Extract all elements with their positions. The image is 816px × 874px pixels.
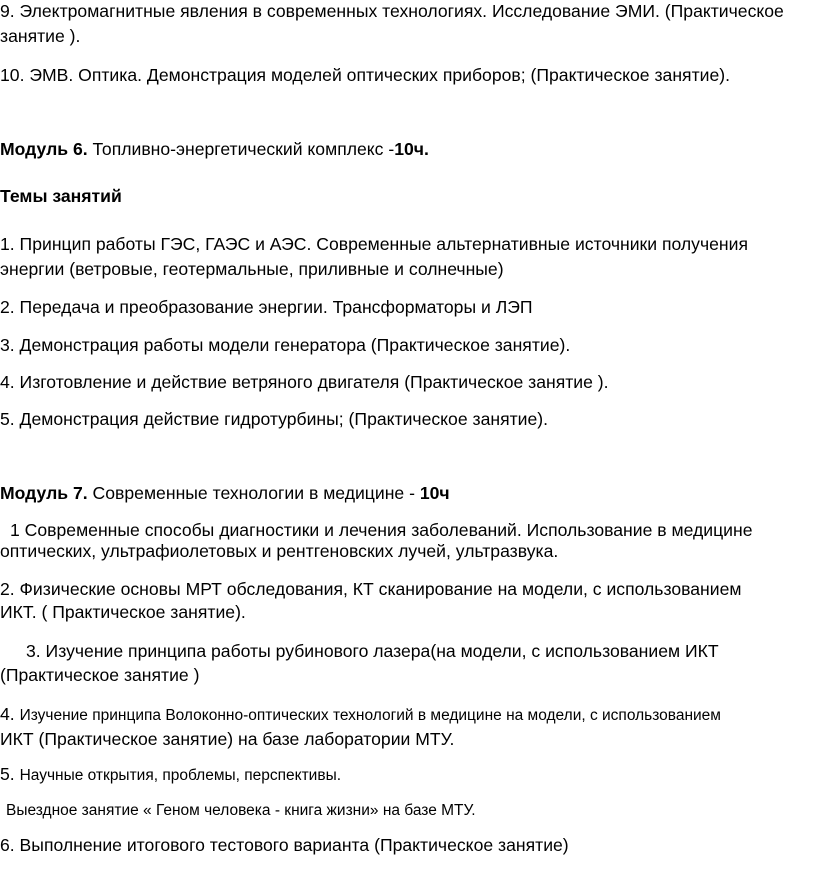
- module-7-title: Современные технологии в медицине -: [87, 483, 420, 503]
- module-6-label: Модуль 6.: [0, 139, 88, 159]
- topic-1-line-2: энергии (ветровые, геотермальные, приливные и солнечные): [0, 259, 504, 279]
- module-7-label: Модуль 7.: [0, 483, 88, 503]
- topic-4: 4. Изготовление и действие ветряного двигателя (Практическое занятие ).: [0, 372, 609, 392]
- unit-5: [0, 763, 341, 787]
- topic-2: 2. Передача и преобразование энергии. Трансформаторы и ЛЭП: [0, 297, 533, 317]
- unit-2-line-1: 2. Физические основы МРТ обследования, КТ сканирование на модели, с использованием: [0, 579, 742, 599]
- unit-3-line-1: 3. Изучение принципа работы рубинового лазера(на модели, с использованием ИКТ: [26, 641, 719, 661]
- topic-5: 5. Демонстрация действие гидротурбины; (Практическое занятие).: [0, 409, 549, 429]
- unit-5-text: Научные открытия, проблемы, перспективы.: [19, 767, 342, 784]
- unit-4-line-2: ИКТ (Практическое занятие) на базе лаборатории МТУ.: [0, 729, 455, 749]
- topics-heading: Темы занятий: [0, 186, 122, 206]
- item-9-line-1: 9. Электромагнитные явления в современных технологиях. Исследование ЭМИ. (Практическое: [0, 1, 784, 21]
- item-9-line-2: занятие ).: [0, 26, 81, 46]
- module-6-hours: 10ч.: [394, 139, 429, 159]
- unit-1-line-2: оптических, ультрафиолетовых и рентгеновских лучей, ультразвука.: [0, 541, 559, 561]
- unit-6: 6. Выполнение итогового тестового варианта (Практическое занятие): [0, 835, 569, 855]
- module-6-heading: [0, 138, 429, 160]
- unit-1-line-1: 1 Современные способы диагностики и лечения заболеваний. Использование в медицине: [10, 520, 753, 540]
- module-6-title: Топливно-энергетический комплекс -: [87, 139, 395, 159]
- unit-3-line-2: (Практическое занятие ): [0, 665, 200, 685]
- unit-4-text: Изучение принципа Волоконно-оптических технологий в медицине на модели, с использованием: [19, 707, 721, 724]
- module-7-hours: 10ч: [419, 483, 450, 503]
- topic-3: 3. Демонстрация работы модели генератора (Практическое занятие).: [0, 335, 571, 355]
- item-10: 10. ЭМВ. Оптика. Демонстрация моделей оптических приборов; (Практическое занятие).: [0, 65, 730, 85]
- field-trip: Выездное занятие « Геном человека - книга жизни» на базе МТУ.: [6, 802, 476, 819]
- unit-5-number: 5.: [0, 764, 20, 784]
- unit-4-number: 4.: [0, 704, 20, 724]
- unit-4-line-1: [0, 703, 721, 727]
- module-7-heading: [0, 482, 450, 504]
- topic-1-line-1: 1. Принцип работы ГЭС, ГАЭС и АЭС. Современные альтернативные источники получения: [0, 234, 748, 254]
- unit-2-line-2: ИКТ. ( Практическое занятие).: [0, 602, 246, 622]
